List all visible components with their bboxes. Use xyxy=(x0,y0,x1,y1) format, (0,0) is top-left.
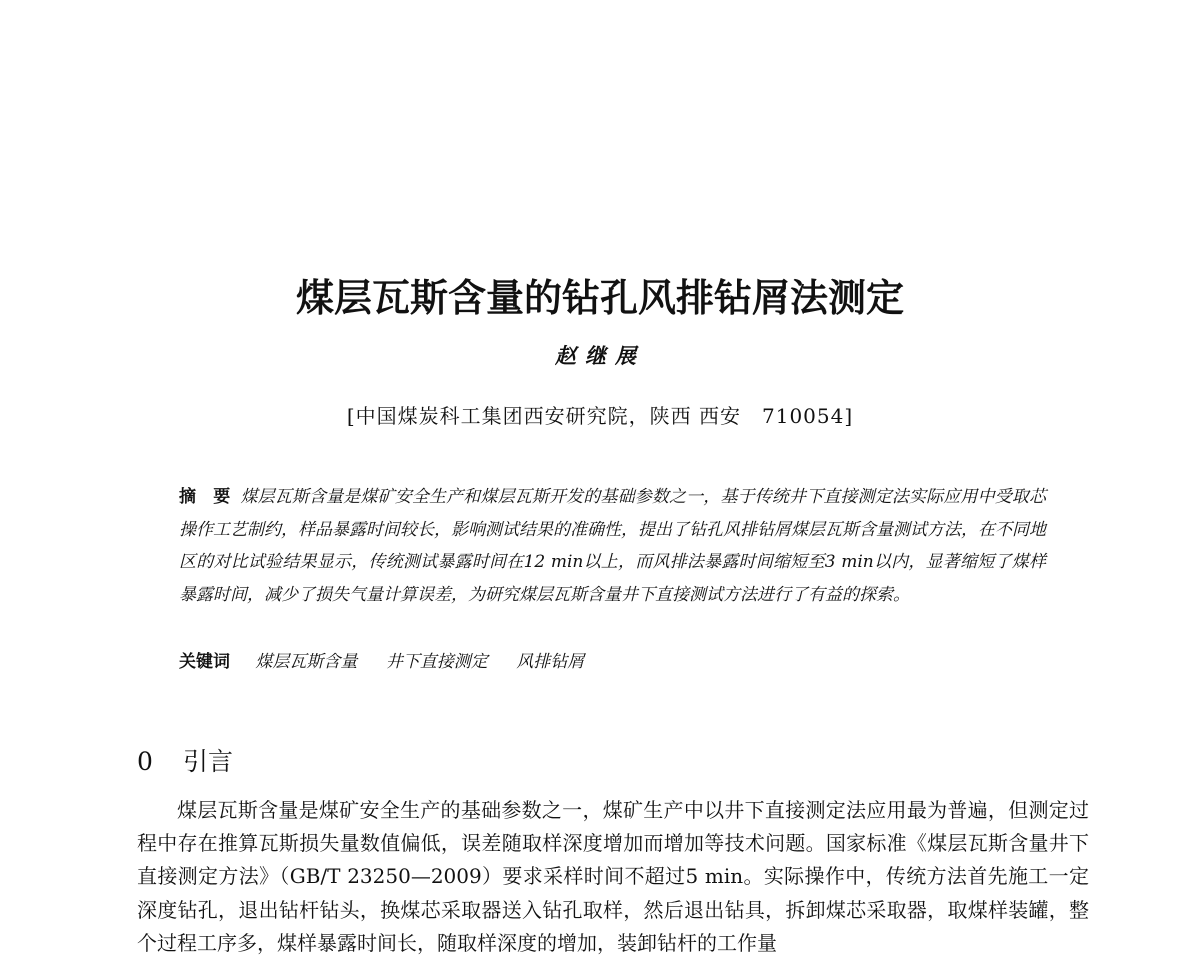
scan-mark xyxy=(1090,863,1106,889)
introduction-paragraph: 煤层瓦斯含量是煤矿安全生产的基础参数之一，煤矿生产中以井下直接测定法应用最为普遍，但测定过程中存在推算瓦斯损失量数值偏低，误差随取样深度增加而增加等技术问题。国家标准《煤层瓦斯含量井下直接测定方法》（GB/T 23250—2009）要求采样时间不超过5 min。实际操作中，传统方法首先施工一定深度钻孔，退出钻杆钻头，换煤芯采取器送入钻孔取样，然后退出钻具，拆卸煤芯采取器，取煤样装罐，整个过程工序多，煤样暴露时间长，随取样深度的增加，装卸钻杆的工作量 xyxy=(137,798,1089,955)
keywords-section xyxy=(179,648,1046,676)
keyword-item: 风排钻屑 xyxy=(516,652,585,672)
section-heading-introduction xyxy=(137,744,233,780)
keyword-item: 井下直接测定 xyxy=(385,652,488,672)
paper-author: 赵继展 xyxy=(555,343,645,368)
author-affiliation: [中国煤炭科工集团西安研究院，陕西 西安 710054] xyxy=(346,404,854,428)
abstract-text: 煤层瓦斯含量是煤矿安全生产和煤层瓦斯开发的基础参数之一，基于传统井下直接测定法实际应用中受取芯操作工艺制约，样品暴露时间较长，影响测试结果的准确性，提出了钻孔风排钻屑煤层瓦斯含量测试方法，在不同地区的对比试验结果显示，传统测试暴露时间在12 min以上，而风排法暴露时间缩短至3 min以内，显著缩短了煤样暴露时间，减少了损失气量计算误差，为研究煤层瓦斯含量井下直接测试方法进行了有益的探索。 xyxy=(179,487,1047,605)
paper-title: 煤层瓦斯含量的钻孔风排钻屑法测定 xyxy=(295,275,904,321)
section-number: 0 xyxy=(137,746,153,776)
abstract-label: 摘 要 xyxy=(179,487,231,507)
keyword-item: 煤层瓦斯含量 xyxy=(255,652,358,672)
abstract-section xyxy=(179,481,1046,611)
keywords-label: 关键词 xyxy=(179,652,230,672)
section-title: 引言 xyxy=(183,746,234,776)
